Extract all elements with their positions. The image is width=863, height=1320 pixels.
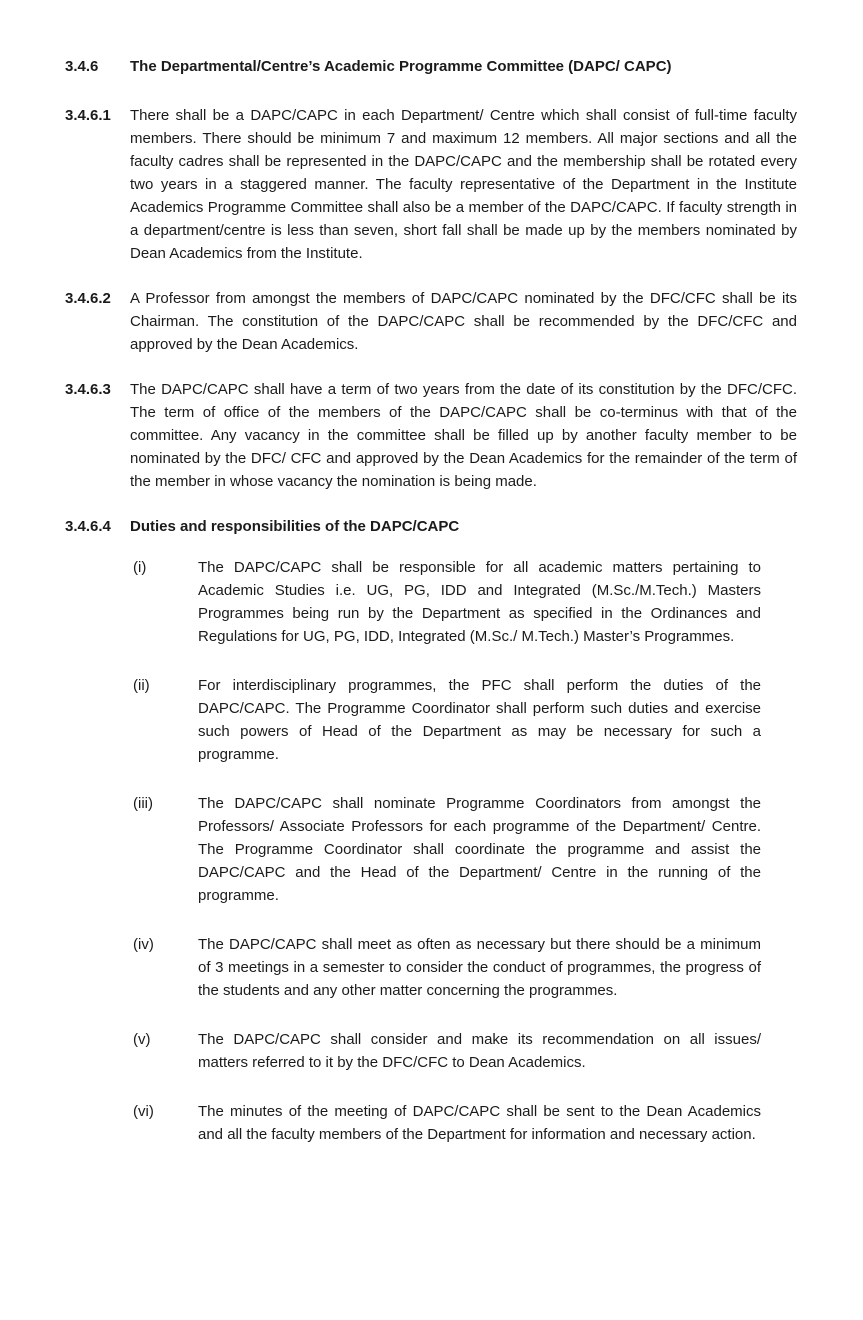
list-item	[133, 556, 761, 648]
section-paragraph	[65, 104, 797, 265]
list-item-text: The DAPC/CAPC shall be responsible for all academic matters pertaining to Academic Studies i.e. UG, PG, IDD and Integrated (M.Sc./M.Tech.) Masters Programmes being run by the Department as specified in the Ordinances and Regulations for UG, PG, IDD, Integrated (M.Sc./ M.Tech.) Master’s Programmes.	[198, 559, 761, 645]
list-item	[133, 1100, 761, 1146]
section-heading-number: 3.4.6	[65, 58, 99, 75]
paragraph-text: The DAPC/CAPC shall have a term of two years from the date of its constitution by the DFC/CFC. The term of office of the members of the DAPC/CAPC shall be co-terminus with that of the committee. Any vacancy in the committee shall be filled up by another faculty member to be nominated by the DFC/ CFC and approved by the Dean Academics for the remainder of the term of the member in whose vacancy the nomination is being made.	[130, 381, 797, 490]
section-paragraph	[65, 378, 797, 493]
list-item-label: (iii)	[133, 795, 153, 812]
list-item	[133, 1028, 761, 1074]
list-item	[133, 674, 761, 766]
list-item-text: The DAPC/CAPC shall consider and make its recommendation on all issues/ matters referred to it by the DFC/CFC to Dean Academics.	[198, 1031, 761, 1071]
paragraph-text: A Professor from amongst the members of DAPC/CAPC nominated by the DFC/CFC shall be its Chairman. The constitution of the DAPC/CAPC shall be recommended by the DFC/CFC and approved by the Dean Academics.	[130, 290, 797, 353]
section-heading-title: The Departmental/Centre’s Academic Programme Committee (DAPC/ CAPC)	[130, 58, 672, 75]
list-item-label: (ii)	[133, 677, 150, 694]
list-item-text: The minutes of the meeting of DAPC/CAPC shall be sent to the Dean Academics and all the faculty members of the Department for information and necessary action.	[198, 1103, 761, 1143]
list-item-label: (v)	[133, 1031, 151, 1048]
paragraph-text: There shall be a DAPC/CAPC in each Department/ Centre which shall consist of full-time faculty members. There should be minimum 7 and maximum 12 members. All major sections and all the faculty cadres shall be represented in the DAPC/CAPC and the membership shall be rotated every two years in a staggered manner. The faculty representative of the Department in the Institute Academics Programme Committee shall also be a member of the DAPC/CAPC. If faculty strength in a department/centre is less than seven, short fall shall be made up by the members nominated by Dean Academics from the Institute.	[130, 107, 797, 262]
list-item-text: The DAPC/CAPC shall nominate Programme Coordinators from amongst the Professors/ Associate Professors for each programme of the Department/ Centre. The Programme Coordinator shall coordinate the programme and assist the DAPC/CAPC and the Head of the Department/ Centre in the running of the programme.	[198, 795, 761, 904]
paragraph-number: 3.4.6.2	[65, 290, 111, 307]
duties-heading	[65, 515, 797, 538]
list-item	[133, 792, 761, 907]
section-heading	[65, 55, 797, 78]
paragraph-number: 3.4.6.3	[65, 381, 111, 398]
list-item	[133, 933, 761, 1002]
duties-heading-title: Duties and responsibilities of the DAPC/CAPC	[130, 518, 460, 535]
section-paragraph	[65, 287, 797, 356]
list-item-label: (i)	[133, 559, 147, 576]
list-item-text: The DAPC/CAPC shall meet as often as necessary but there should be a minimum of 3 meetings in a semester to consider the conduct of programmes, the progress of the students and any other matter concerning the programmes.	[198, 936, 761, 999]
list-item-label: (iv)	[133, 936, 154, 953]
paragraph-number: 3.4.6.1	[65, 107, 111, 124]
list-item-label: (vi)	[133, 1103, 154, 1120]
duties-heading-number: 3.4.6.4	[65, 518, 111, 535]
duties-list	[65, 556, 797, 1146]
list-item-text: For interdisciplinary programmes, the PFC shall perform the duties of the DAPC/CAPC. The Programme Coordinator shall perform such duties and exercise such powers of Head of the Department as may be necessary for such a programme.	[198, 677, 761, 763]
